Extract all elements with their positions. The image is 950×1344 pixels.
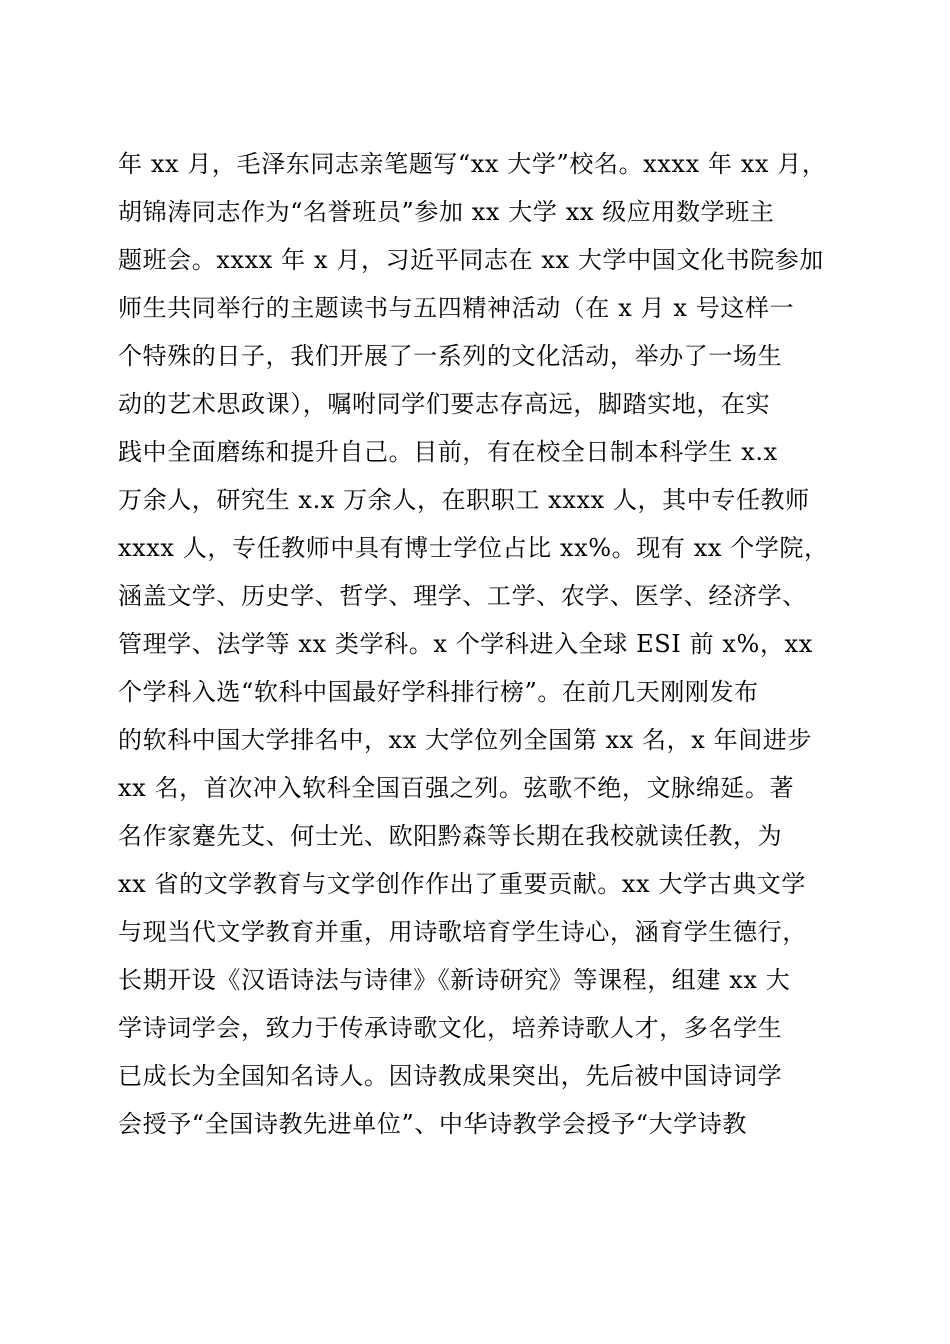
text-line: 会授予“全国诗教先进单位”、中华诗教学会授予“大学诗教 — [118, 1110, 748, 1138]
text-line: 师生共同举行的主题读书与五四精神活动（在 x 月 x 号这样一 — [118, 294, 795, 322]
text-line: 年 xx 月，毛泽东同志亲笔题写“xx 大学”校名。xxxx 年 xx 月， — [118, 150, 827, 178]
text-line: 长期开设《汉语诗法与诗律》《新诗研究》等课程，组建 xx 大 — [118, 966, 791, 994]
text-line: xx 省的文学教育与文学创作作出了重要贡献。xx 大学古典文学 — [118, 870, 806, 898]
text-line: xx 名，首次冲入软科全国百强之列。弦歌不绝，文脉绵延。著 — [118, 774, 795, 802]
text-line: 万余人，研究生 x.x 万余人，在职职工 xxxx 人，其中专任教师 — [118, 486, 810, 514]
text-line: 涵盖文学、历史学、哲学、理学、工学、农学、医学、经济学、 — [118, 582, 807, 610]
text-line: 学诗词学会，致力于传承诗歌文化，培养诗歌人才，多名学生 — [118, 1014, 783, 1042]
body-paragraph — [118, 140, 858, 1148]
text-line: 已成长为全国知名诗人。因诗教成果突出，先后被中国诗词学 — [118, 1062, 783, 1090]
text-line: 个特殊的日子，我们开展了一系列的文化活动，举办了一场生 — [118, 342, 783, 370]
text-line: 题班会。xxxx 年 x 月，习近平同志在 xx 大学中国文化书院参加 — [118, 246, 824, 274]
text-line: 动的艺术思政课），嘱咐同学们要志存高远，脚踏实地，在实 — [118, 390, 771, 418]
text-line: 个学科入选“软科中国最好学科排行榜”。在前几天刚刚发布 — [118, 678, 759, 706]
text-line: 的软科中国大学排名中，xx 大学位列全国第 xx 名，x 年间进步 — [118, 726, 812, 754]
text-line: 践中全面磨练和提升自己。目前，有在校全日制本科学生 x.x — [118, 438, 778, 466]
text-line: 与现当代文学教育并重，用诗歌培育学生诗心，涵育学生德行， — [118, 918, 807, 946]
text-line: 管理学、法学等 xx 类学科。x 个学科进入全球 ESI 前 x%，xx — [118, 630, 813, 658]
text-line: 胡锦涛同志作为“名誉班员”参加 xx 大学 xx 级应用数学班主 — [118, 198, 775, 226]
text-line: 名作家蹇先艾、何士光、欧阳黔森等长期在我校就读任教，为 — [118, 822, 783, 850]
text-line: xxxx 人，专任教师中具有博士学位占比 xx%。现有 xx 个学院， — [118, 534, 829, 562]
